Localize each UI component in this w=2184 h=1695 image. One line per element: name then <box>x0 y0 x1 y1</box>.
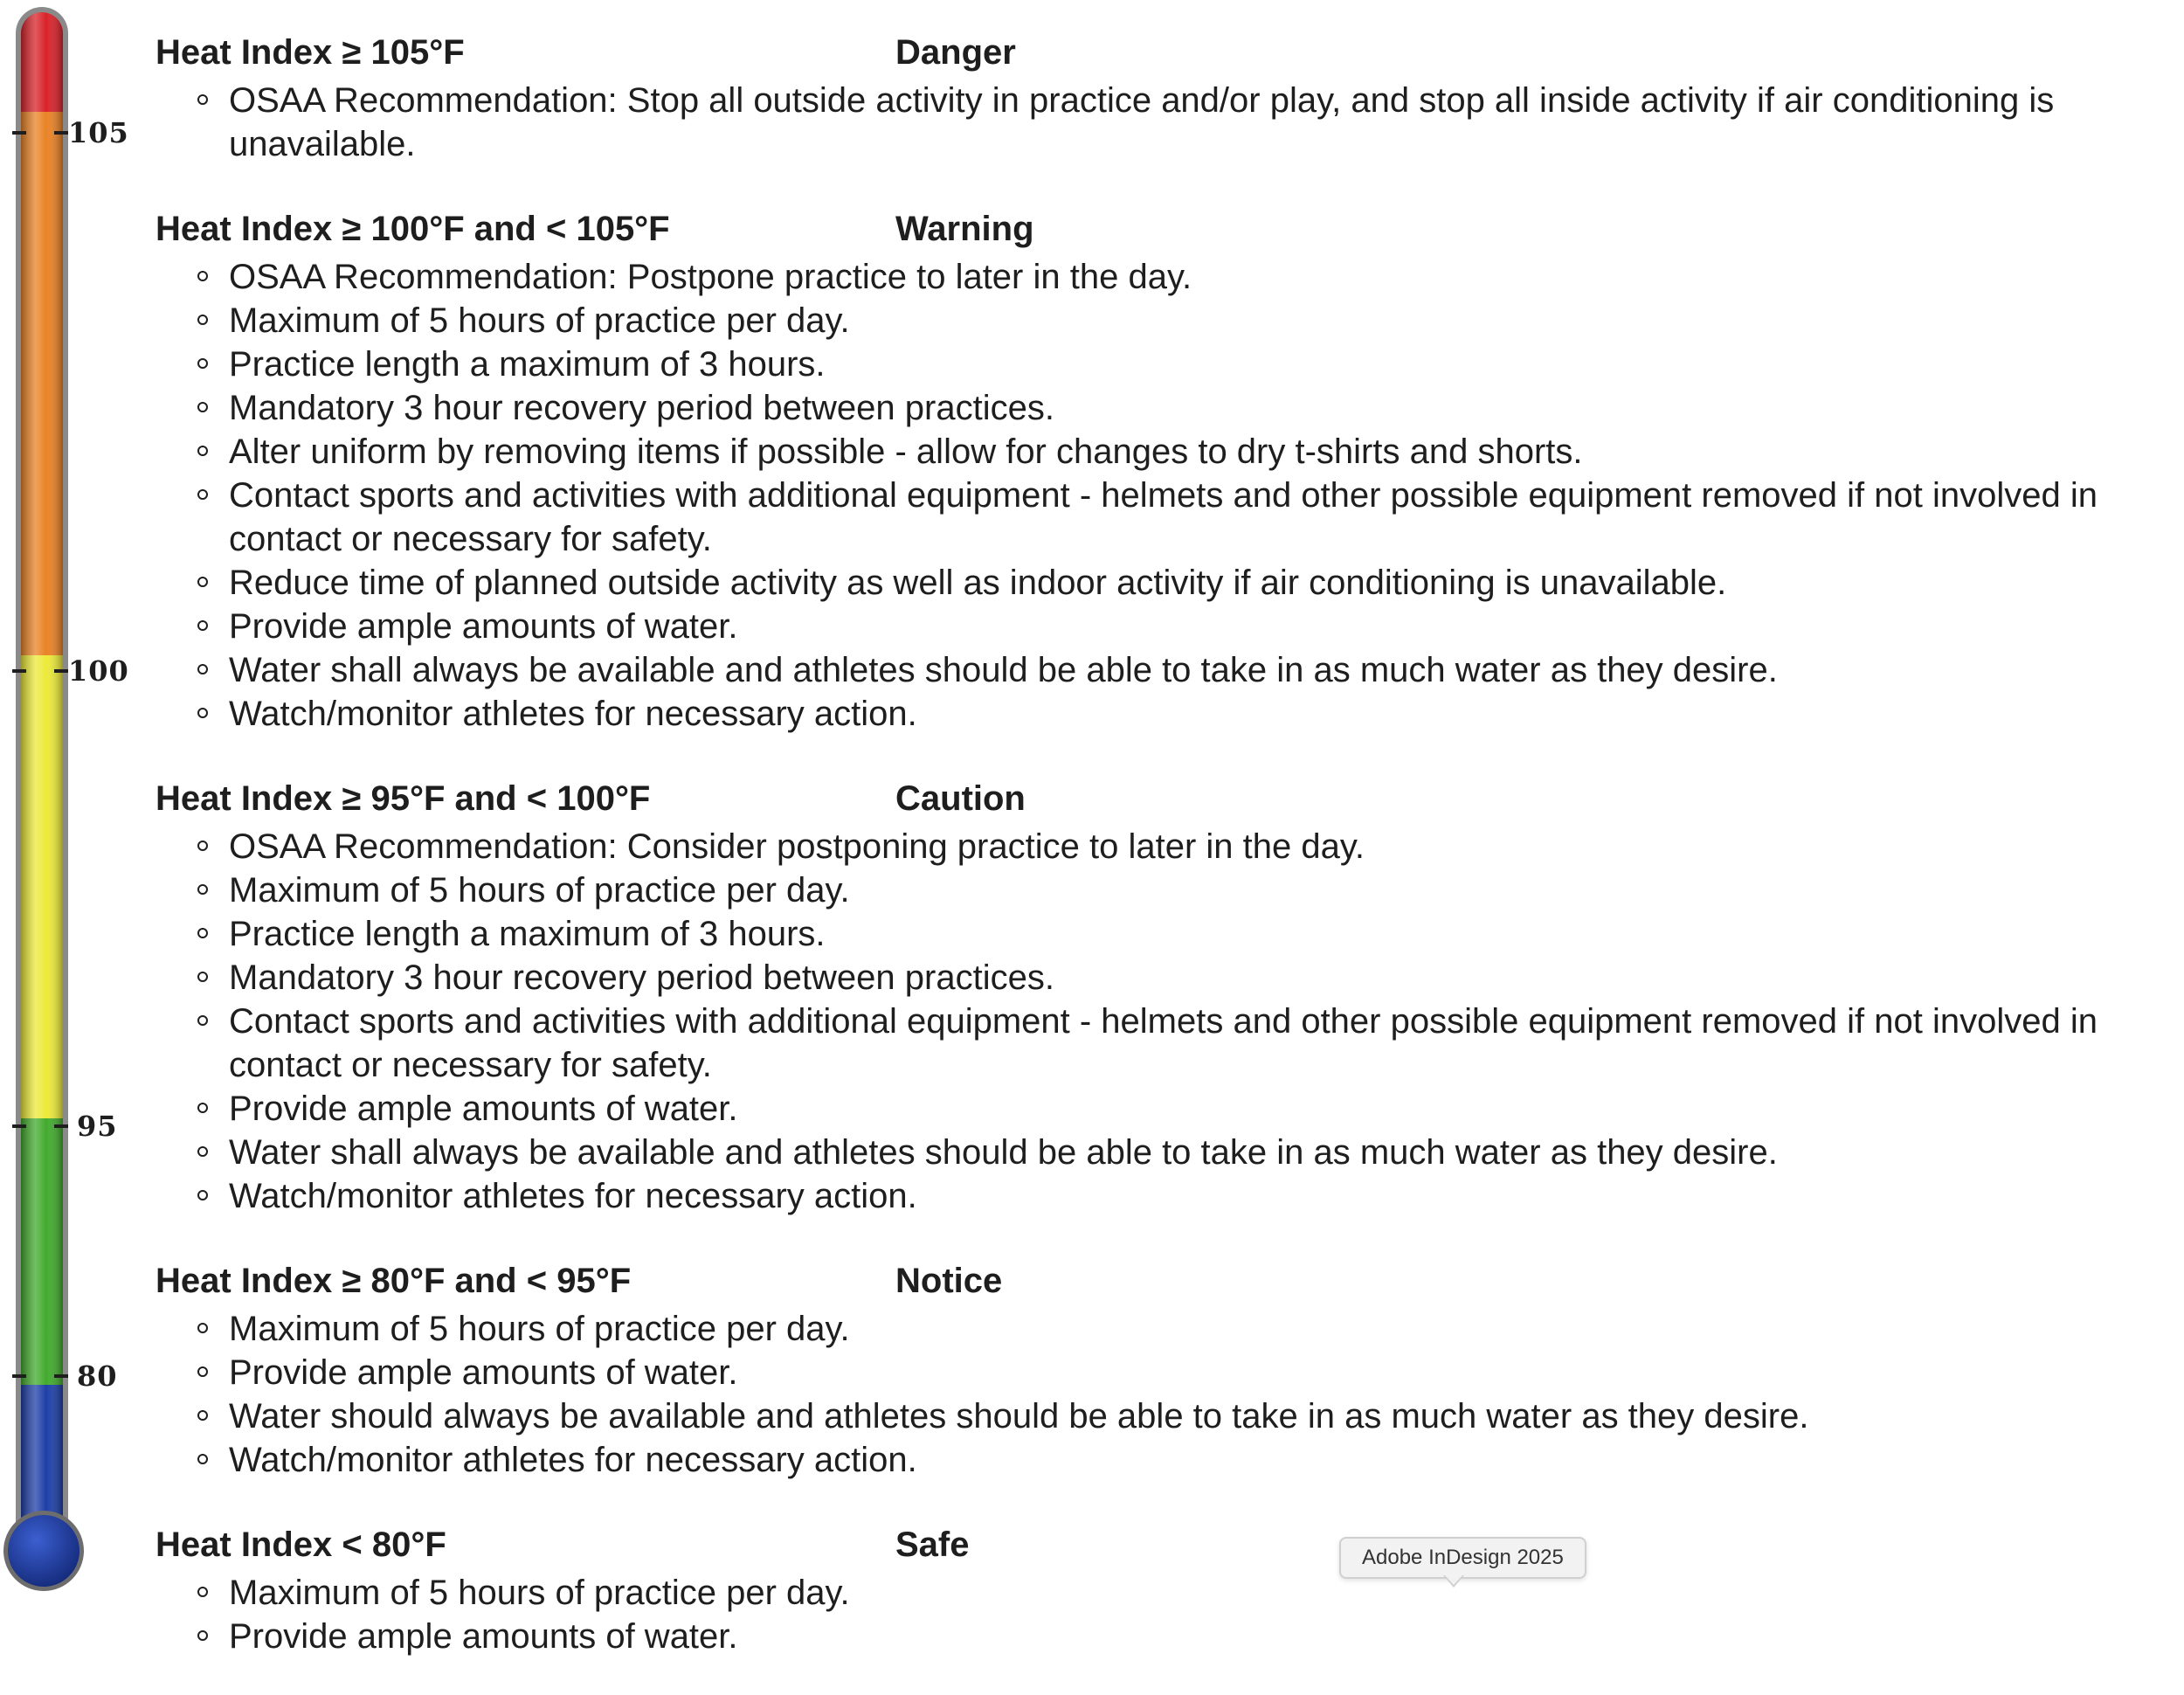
section-header <box>156 203 2165 255</box>
list-item <box>156 255 2174 299</box>
hollow-circle-bullet-icon <box>197 1454 208 1464</box>
list-item-text: OSAA Recommendation: Stop all outside activity in practice and/or play, and stop all inside activity if air conditioning is unavailable. <box>229 81 2055 163</box>
list-item <box>156 825 2174 868</box>
bulb <box>8 1515 79 1587</box>
thermometer-svg <box>0 0 149 1600</box>
list-item <box>156 1571 2174 1615</box>
section-safe <box>156 1519 2165 1658</box>
risk-level: Notice <box>895 1262 1003 1300</box>
thermometer-graphic <box>0 0 149 1600</box>
list-item <box>156 1087 2174 1131</box>
list-item-text: OSAA Recommendation: Postpone practice to later in the day. <box>229 258 1192 296</box>
list-item-text: Maximum of 5 hours of practice per day. <box>229 1310 850 1348</box>
list-item-text: Provide ample amounts of water. <box>229 1617 738 1656</box>
hollow-circle-bullet-icon <box>197 1410 208 1421</box>
section-notice <box>156 1255 2165 1482</box>
tick-label-105: 105 <box>68 116 129 149</box>
list-item <box>156 1351 2174 1394</box>
section-danger <box>156 26 2165 166</box>
color-bands <box>21 9 63 1590</box>
risk-level: Caution <box>895 779 1026 818</box>
hollow-circle-bullet-icon <box>197 1323 208 1333</box>
hollow-circle-bullet-icon <box>197 1146 208 1157</box>
heat-index-range: Heat Index ≥ 95°F and < 100°F <box>156 779 651 818</box>
list-item-text: Maximum of 5 hours of practice per day. <box>229 1574 850 1612</box>
risk-level: Danger <box>895 33 1016 72</box>
heat-index-range: Heat Index ≥ 100°F and < 105°F <box>156 210 670 248</box>
list-item <box>156 912 2174 956</box>
list-item-text: Provide ample amounts of water. <box>229 1090 738 1128</box>
list-item <box>156 386 2174 430</box>
list-item <box>156 605 2174 648</box>
section-header <box>156 26 2165 79</box>
list-item-text: Maximum of 5 hours of practice per day. <box>229 301 850 340</box>
list-item-text: Watch/monitor athletes for necessary action. <box>229 695 917 733</box>
hollow-circle-bullet-icon <box>197 620 208 631</box>
hollow-circle-bullet-icon <box>197 664 208 675</box>
list-item <box>156 79 2174 166</box>
section-header <box>156 1255 2165 1307</box>
list-item-text: Watch/monitor athletes for necessary action. <box>229 1177 917 1215</box>
recommendation-list <box>156 255 2165 736</box>
hollow-circle-bullet-icon <box>197 1587 208 1597</box>
list-item <box>156 561 2174 605</box>
risk-level: Warning <box>895 210 1034 248</box>
hollow-circle-bullet-icon <box>197 402 208 412</box>
list-item-text: Maximum of 5 hours of practice per day. <box>229 871 850 910</box>
list-item-text: Contact sports and activities with additional equipment - helmets and other possible equipment removed if not involved in contact or necessary for safety. <box>229 1002 2098 1084</box>
hollow-circle-bullet-icon <box>197 577 208 587</box>
list-item <box>156 1394 2174 1438</box>
list-item <box>156 430 2174 474</box>
section-warning <box>156 203 2165 736</box>
list-item-text: Provide ample amounts of water. <box>229 607 738 646</box>
section-caution <box>156 772 2165 1218</box>
list-item <box>156 1174 2174 1218</box>
tick-label-95: 95 <box>77 1110 118 1143</box>
hollow-circle-bullet-icon <box>197 1015 208 1026</box>
hollow-circle-bullet-icon <box>197 841 208 851</box>
hollow-circle-bullet-icon <box>197 928 208 938</box>
list-item-text: Mandatory 3 hour recovery period between practices. <box>229 389 1054 427</box>
app-tooltip: Adobe InDesign 2025 <box>1339 1537 1586 1579</box>
hollow-circle-bullet-icon <box>197 271 208 281</box>
hollow-circle-bullet-icon <box>197 489 208 500</box>
heat-index-range: Heat Index ≥ 105°F <box>156 33 465 72</box>
list-item-text: Alter uniform by removing items if possible - allow for changes to dry t-shirts and shorts. <box>229 432 1583 471</box>
list-item <box>156 1615 2174 1658</box>
section-header <box>156 1519 2165 1571</box>
hollow-circle-bullet-icon <box>197 315 208 325</box>
recommendation-list <box>156 79 2165 166</box>
recommendation-list <box>156 1571 2165 1658</box>
list-item-text: Mandatory 3 hour recovery period between practices. <box>229 958 1054 997</box>
hollow-circle-bullet-icon <box>197 1630 208 1641</box>
hollow-circle-bullet-icon <box>197 446 208 456</box>
list-item <box>156 1307 2174 1351</box>
tick-label-80: 80 <box>77 1359 118 1393</box>
hollow-circle-bullet-icon <box>197 358 208 369</box>
hollow-circle-bullet-icon <box>197 972 208 982</box>
list-item-text: Practice length a maximum of 3 hours. <box>229 915 826 953</box>
heat-index-range: Heat Index ≥ 80°F and < 95°F <box>156 1262 632 1300</box>
list-item-text: OSAA Recommendation: Consider postponing practice to later in the day. <box>229 827 1365 866</box>
hollow-circle-bullet-icon <box>197 1103 208 1113</box>
list-item-text: Water shall always be available and athletes should be able to take in as much water as they desire. <box>229 1133 1778 1172</box>
risk-level: Safe <box>895 1526 970 1564</box>
list-item <box>156 474 2174 561</box>
list-item-text: Reduce time of planned outside activity as well as indoor activity if air conditioning is unavailable. <box>229 564 1727 602</box>
hollow-circle-bullet-icon <box>197 94 208 105</box>
list-item-text: Watch/monitor athletes for necessary action. <box>229 1441 917 1479</box>
list-item <box>156 1000 2174 1087</box>
hollow-circle-bullet-icon <box>197 1190 208 1200</box>
list-item <box>156 1131 2174 1174</box>
list-item <box>156 868 2174 912</box>
heat-index-guidelines <box>156 26 2165 1695</box>
list-item-text: Practice length a maximum of 3 hours. <box>229 345 826 384</box>
list-item-text: Provide ample amounts of water. <box>229 1353 738 1392</box>
list-item-text: Water should always be available and athletes should be able to take in as much water as they desire. <box>229 1397 1809 1436</box>
recommendation-list <box>156 1307 2165 1482</box>
hollow-circle-bullet-icon <box>197 1366 208 1377</box>
hollow-circle-bullet-icon <box>197 884 208 895</box>
recommendation-list <box>156 825 2165 1218</box>
section-header <box>156 772 2165 825</box>
tick-label-100: 100 <box>68 654 129 688</box>
list-item-text: Water shall always be available and athletes should be able to take in as much water as they desire. <box>229 651 1778 689</box>
list-item <box>156 956 2174 1000</box>
list-item-text: Contact sports and activities with additional equipment - helmets and other possible equipment removed if not involved in contact or necessary for safety. <box>229 476 2098 558</box>
list-item <box>156 692 2174 736</box>
heat-index-range: Heat Index < 80°F <box>156 1526 446 1564</box>
list-item <box>156 1438 2174 1482</box>
hollow-circle-bullet-icon <box>197 708 208 718</box>
list-item <box>156 299 2174 342</box>
list-item <box>156 342 2174 386</box>
list-item <box>156 648 2174 692</box>
